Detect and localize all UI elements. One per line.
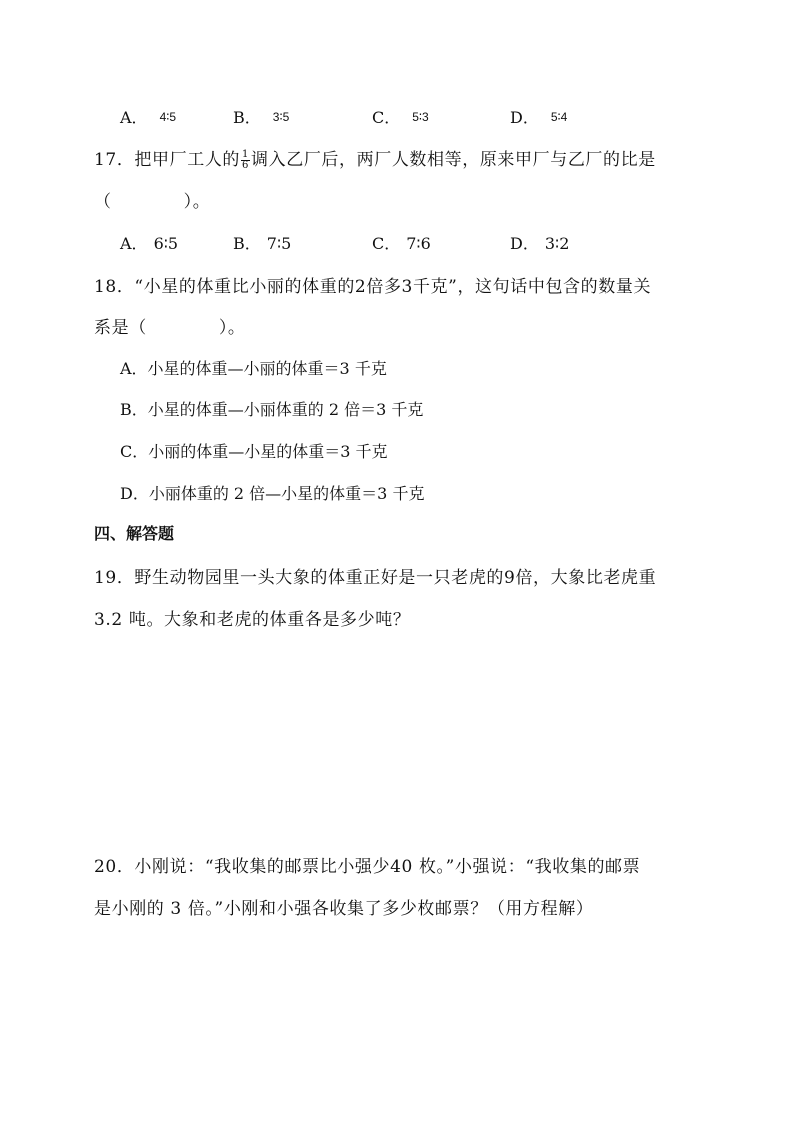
q18-line2-start: 系是（: [94, 318, 147, 338]
option-value: 4∶5: [159, 110, 177, 124]
q18-option-c[interactable]: C．小丽的体重—小星的体重＝3 千克: [120, 442, 388, 461]
q20-question-line2: 是小刚的 3 倍。”小刚和小强各收集了多少枚邮票？（用方程解）: [94, 899, 594, 919]
section-title: 四、解答题: [94, 524, 175, 543]
blank-close: ）。: [183, 192, 211, 212]
option-letter: C．: [372, 108, 401, 127]
blank-open: （: [94, 192, 112, 212]
option-letter: A．: [120, 234, 148, 253]
q19-question-line1: 19．野生动物园里一头大象的体重正好是一只老虎的9倍，大象比老虎重: [94, 568, 657, 588]
q17-answer-blank[interactable]: [94, 187, 210, 212]
q16-option-a[interactable]: [120, 105, 176, 128]
q17-question: [94, 145, 656, 171]
q16-option-c[interactable]: [372, 105, 429, 128]
q17-text-before: 17．把甲厂工人的: [94, 150, 241, 170]
q18-answer-blank[interactable]: [94, 313, 246, 338]
q18-option-d[interactable]: D．小丽体重的 2 倍—小星的体重＝3 千克: [120, 484, 425, 503]
q19-question-line2: 3.2 吨。大象和老虎的体重各是多少吨？: [94, 610, 411, 630]
fraction-numerator: 1: [242, 149, 250, 160]
q20-question-line1: 20．小刚说：“我收集的邮票比小强少40 枚。”小强说：“我收集的邮票: [94, 857, 641, 877]
option-value: 3∶2: [544, 234, 570, 253]
q16-option-b[interactable]: [233, 105, 289, 128]
option-letter: B．: [233, 234, 261, 253]
option-letter: D．: [510, 234, 539, 253]
q18-option-b[interactable]: B．小星的体重—小丽体重的 2 倍＝3 千克: [120, 400, 424, 419]
q17-option-c[interactable]: [372, 231, 431, 254]
option-letter: C．: [372, 234, 401, 253]
option-value: 3∶5: [272, 110, 290, 124]
q18-option-a[interactable]: A．小星的体重—小丽的体重＝3 千克: [120, 359, 387, 378]
q17-option-a[interactable]: [120, 231, 178, 254]
option-value: 6∶5: [153, 234, 179, 253]
option-value: 7∶5: [266, 234, 292, 253]
fraction-denominator: 6: [242, 160, 250, 171]
option-value: 5∶3: [412, 110, 429, 124]
q17-text-after: 调入乙厂后，两厂人数相等，原来甲厂与乙厂的比是: [251, 150, 656, 170]
q17-fraction: [241, 150, 250, 171]
q18-line2-end: ）。: [218, 318, 246, 338]
option-value: 7∶6: [406, 234, 431, 253]
q16-option-d[interactable]: [510, 105, 567, 128]
q17-option-d[interactable]: [510, 231, 569, 254]
option-letter: B．: [233, 108, 261, 127]
option-value: 5∶4: [550, 110, 568, 124]
q18-question-line1: 18．“小星的体重比小丽的体重的2倍多3千克”，这句话中包含的数量关: [94, 277, 652, 297]
q17-option-b[interactable]: [233, 231, 291, 254]
option-letter: D．: [510, 108, 539, 127]
option-letter: A．: [120, 108, 148, 127]
